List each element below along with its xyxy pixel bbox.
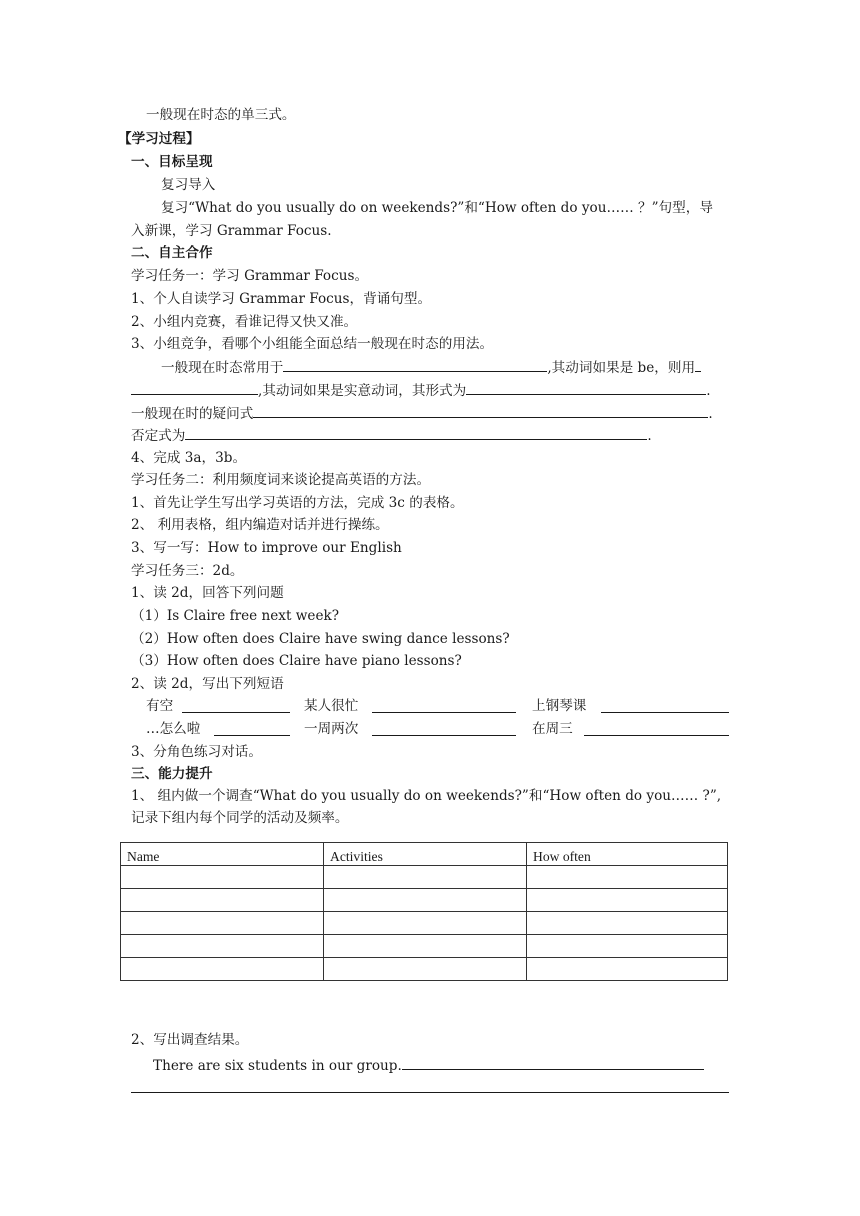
intro-line: 一般现在时态的单三式。	[146, 107, 296, 123]
task-2-step-3: 3、写一写：How to improve our English	[131, 540, 402, 556]
table-cell[interactable]	[324, 958, 527, 981]
phrase-on-wednesday: 在周三	[532, 721, 573, 737]
task-1-step-1: 1、个人自读学习 Grammar Focus，背诵句型。	[131, 291, 432, 307]
grammar-line-1-text-a: 一般现在时态常用于	[161, 360, 284, 376]
table-cell[interactable]	[527, 866, 728, 889]
section-3-step-1-line-1: 1、 组内做一个调查“What do you usually do on weekends?”和“How often do you…… ?”,	[131, 788, 722, 804]
phrase-whats-wrong: …怎么啦	[146, 721, 201, 737]
result-line	[153, 1056, 704, 1075]
table-cell[interactable]	[527, 889, 728, 912]
question-form-blank[interactable]	[253, 404, 708, 418]
grammar-line-4-end: .	[647, 428, 652, 444]
section-1-title: 一、目标呈现	[131, 154, 213, 170]
result-blank[interactable]	[402, 1056, 704, 1070]
question-2: （2）How often does Claire have swing dance lessons?	[131, 631, 510, 647]
table-cell[interactable]	[324, 866, 527, 889]
table-cell[interactable]	[121, 935, 324, 958]
section-1-text-line-2: 入新课，学习 Grammar Focus.	[131, 223, 332, 239]
task-1-step-2: 2、小组内竞赛，看谁记得又快又准。	[131, 314, 358, 330]
section-3-title: 三、能力提升	[131, 766, 213, 782]
table-cell[interactable]	[527, 958, 728, 981]
table-cell[interactable]	[527, 912, 728, 935]
be-verb-blank-start[interactable]	[695, 358, 701, 372]
header-name: Name	[121, 843, 324, 866]
table-cell[interactable]	[121, 958, 324, 981]
task-3-step-1: 1、读 2d，回答下列问题	[131, 585, 284, 601]
grammar-line-3-end: .	[708, 406, 713, 422]
result-intro: There are six students in our group.	[153, 1058, 402, 1074]
table-cell[interactable]	[324, 912, 527, 935]
section-3-step-1-line-2: 记录下组内每个同学的活动及频率。	[131, 810, 349, 826]
phrase-free-blank[interactable]	[182, 699, 290, 713]
section-3-step-2: 2、写出调查结果。	[131, 1032, 249, 1048]
table-row	[121, 889, 728, 912]
section-process-heading: 【学习过程】	[118, 131, 200, 147]
table-row	[121, 912, 728, 935]
section-2-title: 二、自主合作	[131, 245, 213, 261]
task-1-step-3: 3、小组竞争，看哪个小组能全面总结一般现在时态的用法。	[131, 336, 494, 352]
grammar-line-3	[131, 404, 713, 423]
action-verb-form-blank[interactable]	[466, 381, 706, 395]
table-cell[interactable]	[324, 935, 527, 958]
table-cell[interactable]	[121, 889, 324, 912]
grammar-line-2-text-b: .	[706, 383, 711, 399]
phrase-piano-lesson-blank[interactable]	[601, 699, 729, 713]
header-how-often: How often	[527, 843, 728, 866]
negative-form-blank[interactable]	[185, 426, 647, 440]
phrase-free: 有空	[146, 698, 174, 714]
grammar-line-2-text-a: ,其动词如果是实意动词，其形式为	[258, 383, 467, 399]
phrase-piano-lesson: 上钢琴课	[532, 698, 587, 714]
table-row	[121, 958, 728, 981]
phrase-twice-a-week: 一周两次	[304, 721, 359, 737]
question-1: （1）Is Claire free next week?	[131, 608, 340, 624]
task-3-step-3: 3、分角色练习对话。	[131, 744, 262, 760]
usage-blank[interactable]	[283, 358, 547, 372]
table-cell[interactable]	[527, 935, 728, 958]
survey-table	[120, 842, 728, 981]
section-1-text-line-1: 复习“What do you usually do on weekends?”和“How often do you…… ？”句型，导	[161, 200, 713, 216]
task-2-step-1: 1、首先让学生写出学习英语的方法，完成 3c 的表格。	[131, 495, 464, 511]
table-cell[interactable]	[324, 889, 527, 912]
table-cell[interactable]	[121, 912, 324, 935]
task-2-step-2: 2、 利用表格，组内编造对话并进行操练。	[131, 517, 389, 533]
phrase-whats-wrong-blank[interactable]	[214, 722, 290, 736]
phrase-twice-a-week-blank[interactable]	[372, 722, 516, 736]
task-3-heading: 学习任务三：2d。	[131, 563, 244, 579]
phrase-busy: 某人很忙	[304, 698, 359, 714]
question-3: （3）How often does Claire have piano lessons?	[131, 653, 462, 669]
table-header-row	[121, 843, 728, 866]
phrase-on-wednesday-blank[interactable]	[584, 722, 729, 736]
grammar-line-4	[131, 426, 652, 445]
question-form-label: 一般现在时的疑问式	[131, 406, 254, 422]
grammar-line-1-text-b: ,其动词如果是 be，则用	[547, 360, 696, 376]
header-activities: Activities	[324, 843, 527, 866]
table-row	[121, 935, 728, 958]
table-cell[interactable]	[121, 866, 324, 889]
section-1-subtitle: 复习导入	[161, 177, 216, 193]
grammar-line-1	[161, 358, 701, 377]
task-1-heading: 学习任务一：学习 Grammar Focus。	[131, 268, 369, 284]
negative-form-label: 否定式为	[131, 428, 186, 444]
phrase-busy-blank[interactable]	[372, 699, 516, 713]
task-3-step-2: 2、读 2d，写出下列短语	[131, 676, 284, 692]
result-blank-line[interactable]	[131, 1092, 729, 1093]
task-2-heading: 学习任务二：利用频度词来谈论提高英语的方法。	[131, 472, 431, 488]
grammar-line-2	[131, 381, 711, 400]
table-row	[121, 866, 728, 889]
task-1-step-4: 4、完成 3a，3b。	[131, 450, 247, 466]
be-verb-blank[interactable]	[131, 381, 258, 395]
